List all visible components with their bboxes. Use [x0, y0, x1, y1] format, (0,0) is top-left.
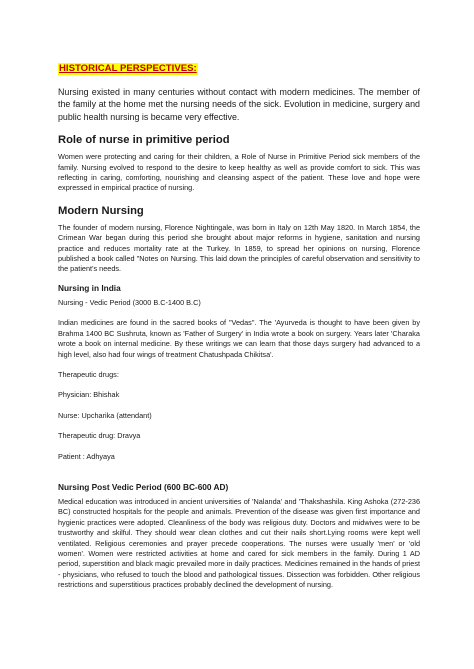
- historical-perspectives-heading: HISTORICAL PERSPECTIVES:: [59, 63, 197, 74]
- therapeutic-drugs-label: Therapeutic drugs:: [58, 369, 119, 379]
- primitive-period-paragraph: Women were protecting and caring for their children, a Role of Nurse in Primitive Period sick members of the family. Nursing evolved to respond to the desire to keep healthy as well as provide comfort to sick. This was reflecting in caring, comforting, nourishing and cleansing aspect of the patient. These love and hope were expressed in empirical practice of nursing.: [58, 152, 420, 193]
- document-page: [58, 58, 420, 591]
- primitive-period-heading: Role of nurse in primitive period: [58, 134, 230, 147]
- modern-nursing-paragraph: The founder of modern nursing, Florence Nightingale, was born in Italy on 12th May 1820. In March 1854, the Crimean War began during this period she brought about major reforms in hygiene, sanitation and nursing practice and reduces mortality rate at the Turkey. In 1859, to spread her opinions on nursing, Florence published a book called "Notes on Nursing. This laid down the principles of careful observation and sensitivity to the patient's needs.: [58, 222, 420, 274]
- modern-nursing-heading: Modern Nursing: [58, 204, 144, 217]
- physician-term: Physician: Bhishak: [58, 390, 120, 400]
- nursing-in-india-heading: Nursing in India: [58, 282, 121, 293]
- post-vedic-paragraph: Medical education was introduced in ancient universities of 'Nalanda' and 'Thakshashila. King Ashoka (272-236 BC) constructed hospitals for the people and animals. Prevention of the disease was given first importance and hygienic practices were adopted. Cleanliness of the body was religious duty. Doctors and midwives were to be trustworthy and skilful. They should wear clean clothes and cut their nails short.Lying rooms were kept well ventilated. Religious ceremonies and prayer precede cooperations. The nurses were usually 'men' or 'old women'. Women were restricted activities at home and cared for sick members in the family. During 1 AD period, superstition and black magic prevailed more in daily practices. Medicines remained in the hands of priest - physicians, who refused to touch the blood and pathological tissues. Dissection was forbidden. Other religious restrictions and superstitious practices probably declined the development of nursing.: [58, 496, 420, 590]
- post-vedic-heading: Nursing Post Vedic Period (600 BC-600 AD): [58, 481, 229, 492]
- vedic-period-paragraph: Indian medicines are found in the sacred books of "Vedas". The 'Ayurveda is thought to have been given by Brahma 1400 BC Sushruta, known as 'Father of Surgery' in India wrote a book on surgery. Years later 'Charaka wrote a book on internal medicine. By these writings we can learn that those days surgery had advanced to a high level, also had four wings of treatment Chatushpada Chikitsa'.: [58, 318, 420, 359]
- intro-paragraph: Nursing existed in many centuries without contact with modern medicines. The member of the family at the home met the nursing needs of the sick. Evolution in medicine, surgery and public health nursing is became very effective.: [58, 87, 420, 122]
- nurse-term: Nurse: Upcharika (attendant): [58, 410, 152, 420]
- patient-term: Patient : Adhyaya: [58, 451, 115, 461]
- therapeutic-drug-term: Therapeutic drug: Dravya: [58, 431, 141, 441]
- vedic-period-title: Nursing - Vedic Period (3000 B.C-1400 B.C): [58, 297, 201, 307]
